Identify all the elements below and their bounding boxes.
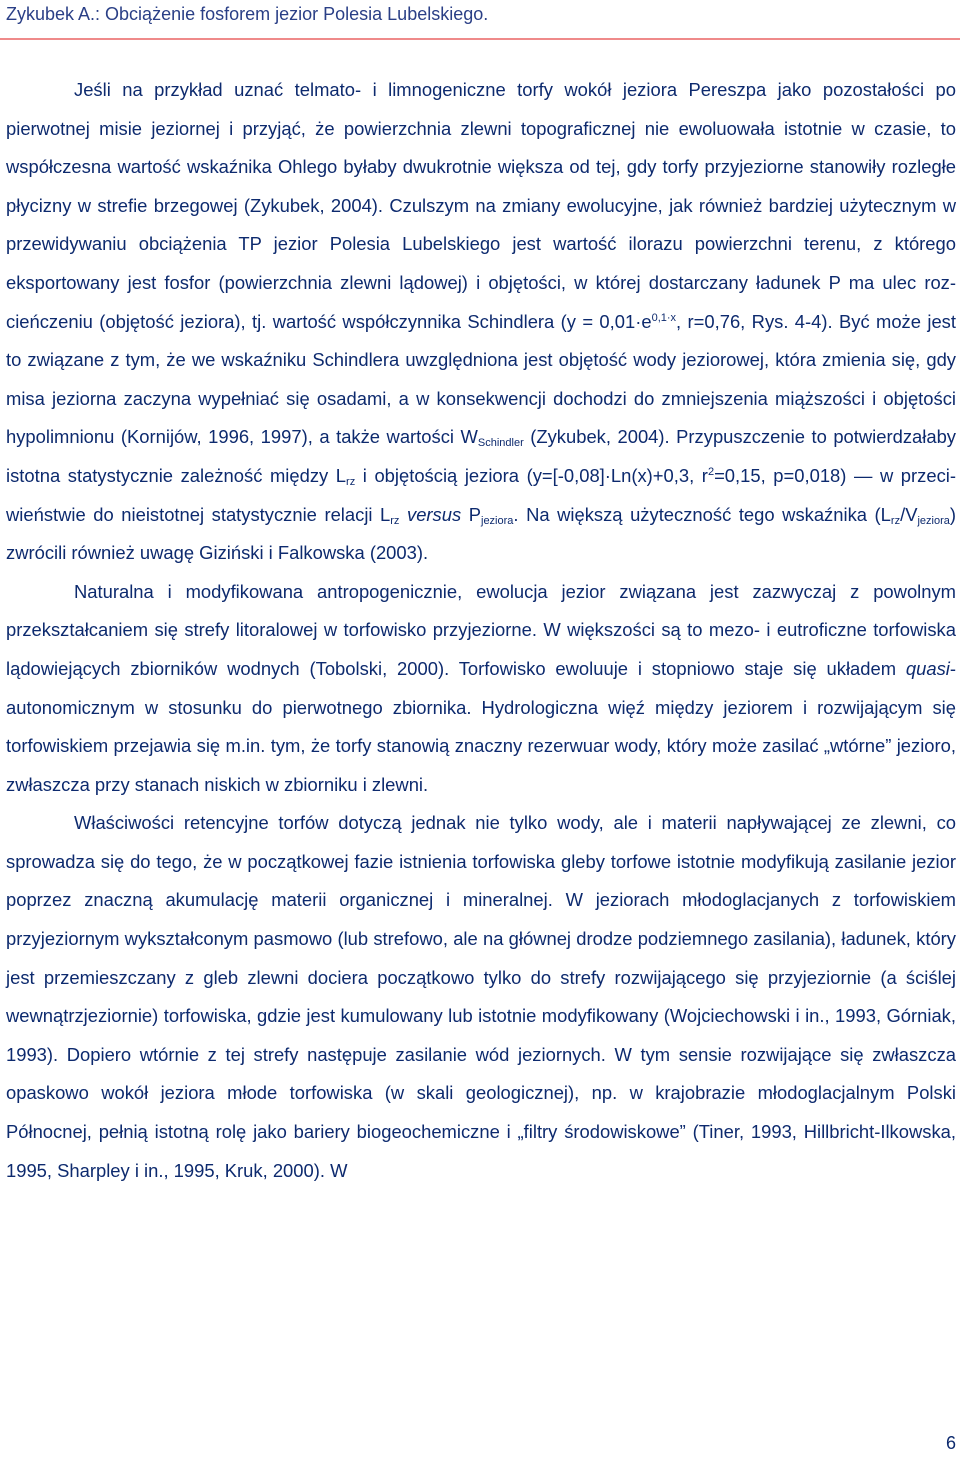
page-number: 6	[945, 1433, 956, 1453]
text-run: i objętością jeziora (y=[-0,08]·Ln(x)+0,3, r	[355, 464, 708, 486]
superscript: 0,1·x	[651, 311, 677, 324]
paragraph-3	[6, 804, 956, 1190]
paragraph-1	[6, 71, 956, 573]
paragraph-2	[6, 573, 956, 805]
subscript: rz	[346, 475, 356, 488]
subscript: jeziora	[917, 514, 950, 527]
running-header: Zykubek A.: Obciążenie fosforem jezior Polesia Lubelskiego.	[6, 4, 489, 24]
text-run: P	[461, 503, 481, 525]
text-run: /V	[900, 503, 918, 525]
document-body	[6, 71, 956, 1190]
text-run: (Zykubek, 2004). Przypuszczenie to potwierdzałaby istotna statystycznie zależność między L	[6, 426, 956, 486]
subscript: rz	[890, 514, 901, 527]
text-run: -autonomicznym w stosunku do pierwotnego zbiornika. Hydrologiczna więź między jeziorem i rozwijającym się torfowiskiem przejawia się m.in. tym, że torfy stanowią znaczny rezerwuar wody, który może zasilać „wtórne” jezioro, zwłaszcza przy stanach niskich w zbiorniku i zlewni.	[6, 657, 956, 795]
subscript: jeziora	[481, 514, 514, 527]
text-run: , r=0,76, Rys. 4-4). Być może jest to związane z tym, że we wskaźniku Schindlera uwzględniona jest objętość wody jeziorowej, która zmienia się, gdy misa jeziorna zaczyna wypełniać się osadami, a w konsekwencji dochodzi do zmniejszenia miąższości i objętości hypolimnionu (Kornijów, 1996, 1997), a także wartości W	[6, 310, 956, 448]
superscript: 2	[707, 465, 715, 478]
italic-term: quasi	[905, 657, 950, 679]
text-run: Jeśli na przykład uznać telmato- i limnogeniczne torfy wokół jeziora Pereszpa jako pozostałości po pierwotnej misie jeziornej i przyjąć, że powierzchnia zlewni topograficznej nie ewoluowała istotnie w czasie, to współczesna wartość wskaźnika Ohlego byłaby dwukrotnie większa od tej, gdy torfy przyjeziorne stanowiły rozległe płycizny w strefie brzegowej (Zykubek, 2004). Czulszym na zmiany ewolucyjne, jak również bardziej użytecznym w przewidywaniu obciążenia TP jezior Polesia Lubelskiego jest wartość ilorazu powierzchni terenu, z którego eksportowany jest fosfor (powierzchnia zlewni lądowej) i objętości, w której dostarczany ładunek P ma ulec rozcieńczeniu (objętość jeziora), tj. wartość współczynnika Schindlera (y = 0,01·e	[6, 79, 956, 332]
text-run: Właściwości retencyjne torfów dotyczą jednak nie tylko wody, ale i materii napływającej ze zlewni, co sprowadza się do tego, że w początkowej fazie istnienia torfowiska gleby torfowe istotnie modyfikują zasilanie jezior poprzez znaczną akumulację materii organicznej i mineralnej. W jeziorach młodoglacjanych z torfowiskiem przyjeziornym wykształconym pasmowo (lub strefowo, ale na głównej drodze podziemnego zasilania), ładunek, który jest przemieszczany z gleb zlewni dociera początkowo tylko do strefy rozwijającego się przyjeziornie (a ściślej wewnątrzjeziornie) torfowiska, gdzie jest kumulowany lub istotnie modyfikowany (Wojciechowski i in., 1993, Górniak, 1993). Dopiero wtórnie z tej strefy następuje zasilanie wód jeziornych. W tym sensie rozwijające się zwłaszcza opaskowo wokół jeziora młode torfowiska (w skali geologicznej), np. w krajobrazie młodoglacjalnym Polski Północnej, pełnią istotną rolę jako bariery biogeochemiczne i „filtry środowiskowe” (Tiner, 1993, Hillbricht-Ilkowska, 1995, Sharpley i in., 1995, Kruk, 2000). W	[6, 812, 956, 1181]
text-run: ) zwrócili również uwagę Giziński i Falkowska (2003).	[6, 503, 956, 564]
italic-term: versus	[407, 503, 462, 525]
text-run: . Na większą użyteczność tego wskaźnika (L	[513, 503, 891, 525]
text-run: =0,15, p=0,018) — w przeciwieństwie do nieistotnej statystycznie relacji L	[6, 464, 956, 525]
text-run: Naturalna i modyfikowana antropogenicznie, ewolucja jezior związana jest zazwyczaj z powolnym przekształcaniem się strefy litoralowej w torfowisko przyjeziorne. W większości są to mezo- i eutroficzne torfowiska lądowiejących zbiorników wodnych (Tobolski, 2000). Torfowisko ewoluuje i stopniowo staje się układem	[6, 580, 956, 679]
subscript: rz	[390, 514, 400, 527]
header-divider	[0, 38, 960, 40]
subscript: Schindler	[477, 437, 524, 450]
